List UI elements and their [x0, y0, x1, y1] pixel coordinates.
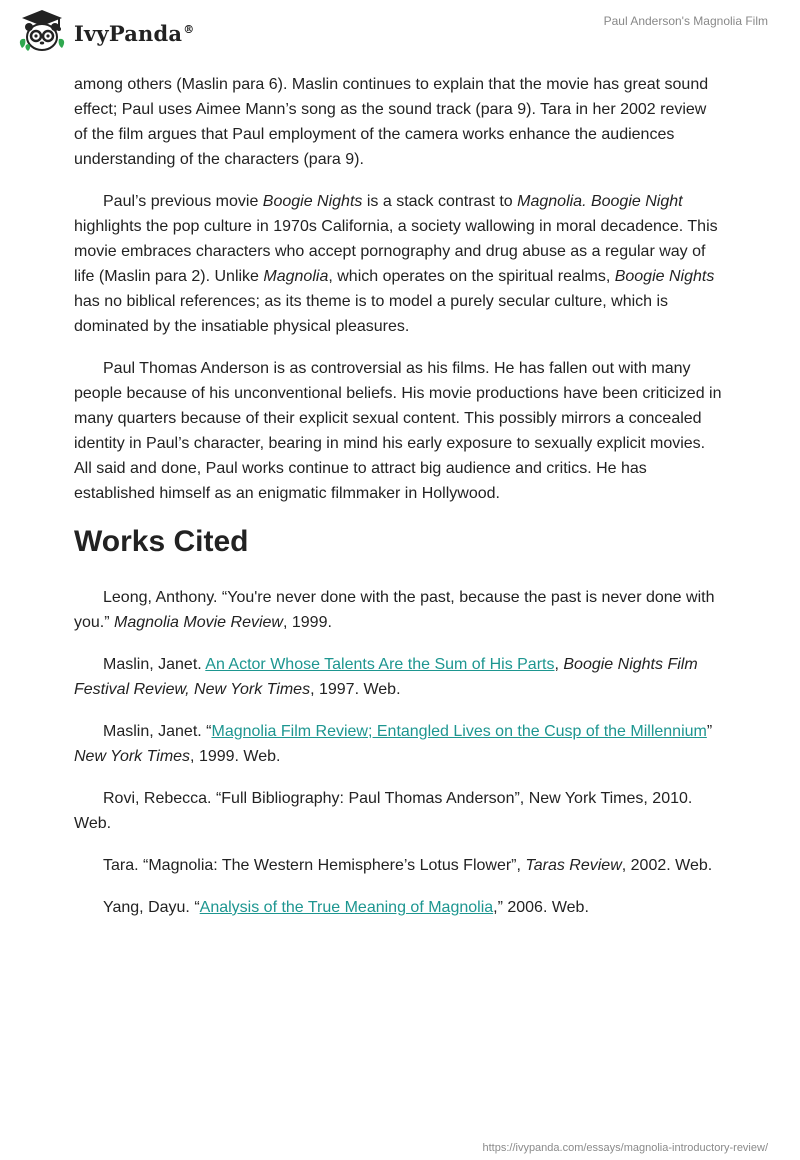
citation-link[interactable]: An Actor Whose Talents Are the Sum of His Parts: [205, 656, 555, 673]
citation: Maslin, Janet. “Magnolia Film Review; Entangled Lives on the Cusp of the Millennium” New York Times, 1999. Web.: [74, 723, 713, 765]
citation: Yang, Dayu. “Analysis of the True Meaning of Magnolia,” 2006. Web.: [103, 899, 589, 916]
panda-graduate-icon: [16, 8, 68, 54]
page-header: [0, 0, 800, 62]
essay-content: [74, 72, 724, 937]
source-url: https://ivypanda.com/essays/magnolia-introductory-review/: [482, 1142, 768, 1154]
works-cited-heading: Works Cited: [74, 525, 249, 558]
citation: Maslin, Janet. An Actor Whose Talents Are the Sum of His Parts, Boogie Nights Film Festival Review, New York Times, 1997. Web.: [74, 656, 698, 698]
citation: Leong, Anthony. “You're never done with the past, because the past is never done with you.” Magnolia Movie Review, 1999.: [74, 589, 715, 631]
brand-name: IvyPanda®: [74, 20, 195, 46]
citation: Tara. “Magnolia: The Western Hemisphere’s Lotus Flower”, Taras Review, 2002. Web.: [103, 857, 713, 874]
paragraph: Paul Thomas Anderson is as controversial as his films. He has fallen out with many people because of his unconventional beliefs. His movie productions have been criticized in many quarters because of their explicit sexual content. This possibly mirrors a concealed identity in Paul’s character, bearing in mind his early exposure to sexually explicit movies. All said and done, Paul works continue to attract big audience and critics. He has established himself as an enigmatic filmmaker in Hollywood.: [74, 360, 722, 502]
paragraph: Paul’s previous movie Boogie Nights is a stack contrast to Magnolia. Boogie Night highlights the pop culture in 1970s California, a society wallowing in moral decadence. This movie embraces characters who accept pornography and drug abuse as a regular way of life (Maslin para 2). Unlike Magnolia, which operates on the spiritual realms, Boogie Nights has no biblical references; as its theme is to model a purely secular culture, which is dominated by the insatiable physical pleasures.: [74, 193, 718, 335]
citation: Rovi, Rebecca. “Full Bibliography: Paul Thomas Anderson”, New York Times, 2010. Web.: [74, 790, 693, 832]
paragraph: among others (Maslin para 6). Maslin continues to explain that the movie has great sound effect; Paul uses Aimee Mann’s song as the sound track (para 9). Tara in her 2002 review of the film argues that Paul employment of the camera works enhance the audiences understanding of the characters (para 9).: [74, 76, 709, 168]
citation-link[interactable]: Magnolia Film Review; Entangled Lives on the Cusp of the Millennium: [211, 723, 707, 740]
document-title: Paul Anderson's Magnolia Film: [603, 14, 768, 28]
works-cited-list: [74, 585, 724, 920]
ivypanda-logo[interactable]: [16, 8, 194, 54]
citation-link[interactable]: Analysis of the True Meaning of Magnolia: [199, 899, 494, 916]
